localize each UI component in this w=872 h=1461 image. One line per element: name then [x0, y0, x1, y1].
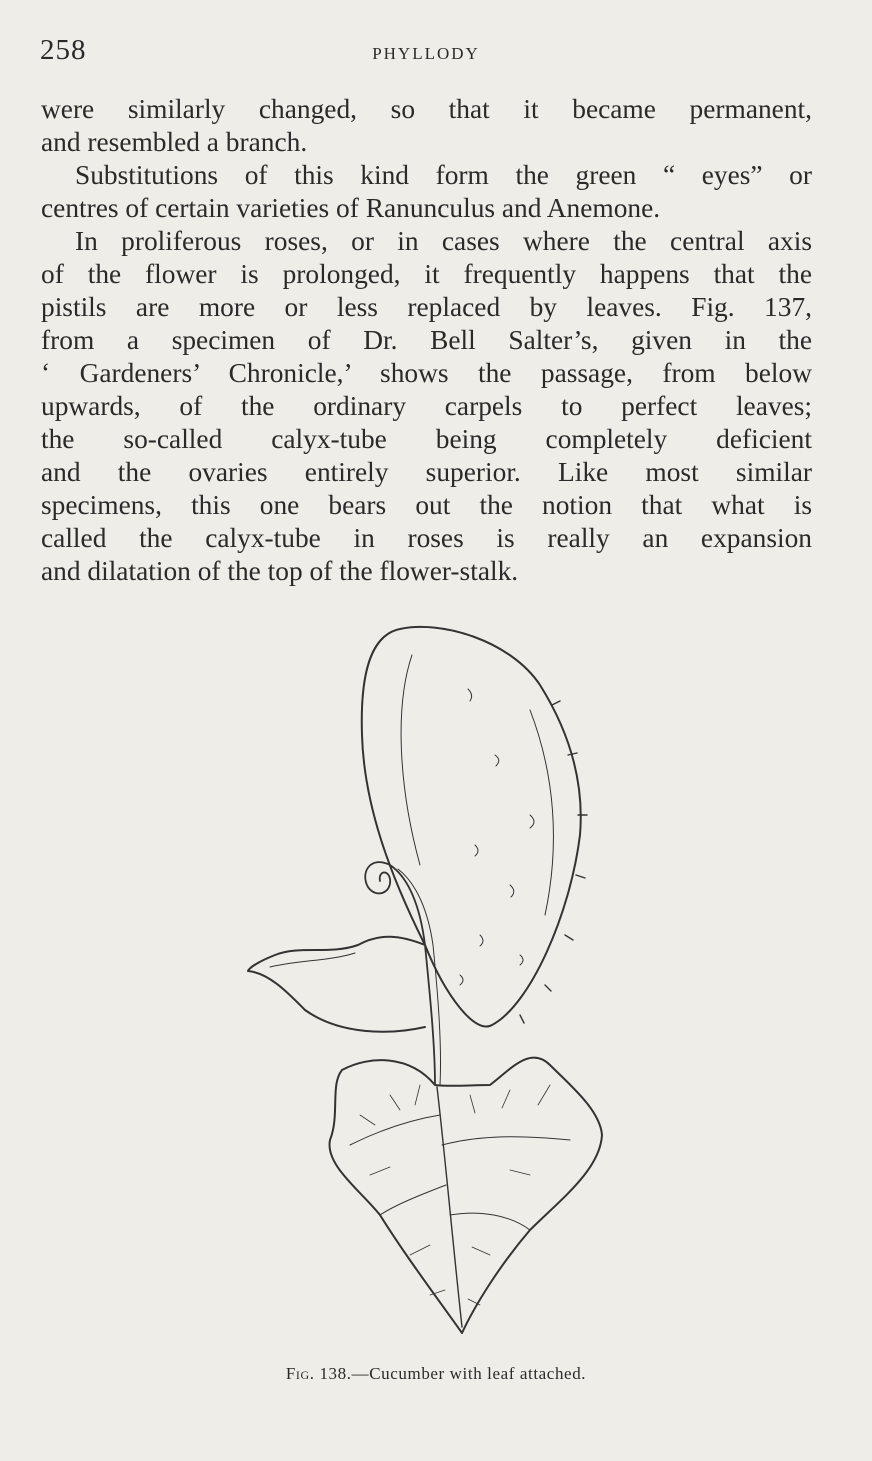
paragraph-3: [41, 225, 812, 588]
running-head: PHYLLODY: [372, 44, 480, 63]
text-line: Substitutions of this kind form the green “ eyes” or: [75, 160, 812, 190]
body-text: [41, 93, 812, 588]
caption-label: Fig. 138.: [285, 1364, 352, 1383]
cucumber-fruit: [362, 627, 581, 1027]
text-line: centres of certain varieties of Ranunculus and Anemone.: [41, 193, 661, 223]
figure-caption: [0, 1364, 872, 1384]
text-line: called the calyx-tube in roses is really an expansion: [41, 523, 812, 553]
appendage: [248, 937, 425, 1032]
text-line: from a specimen of Dr. Bell Salter’s, given in the: [41, 325, 812, 355]
tendril: [365, 862, 435, 1085]
text-line: were similarly changed, so that it became permanent,: [41, 94, 812, 124]
text-line: and the ovaries entirely superior. Like most similar: [41, 457, 812, 487]
caption-text: —Cucumber with leaf attached.: [351, 1364, 587, 1383]
text-line: specimens, this one bears out the notion that what is: [41, 490, 812, 520]
leaf: [330, 1058, 602, 1333]
text-line: and resembled a branch.: [41, 127, 308, 157]
cucumber-illustration: [230, 615, 630, 1345]
text-line: the so-called calyx-tube being completely deficient: [41, 424, 812, 454]
paragraph-1: [41, 93, 812, 159]
text-line: ‘ Gardeners’ Chronicle,’ shows the passage, from below: [41, 358, 812, 388]
paragraph-2: [41, 159, 812, 225]
text-line: upwards, of the ordinary carpels to perfect leaves;: [41, 391, 812, 421]
page-number: 258: [40, 34, 87, 66]
page-header: [40, 34, 812, 74]
text-line: In proliferous roses, or in cases where the central axis: [75, 226, 812, 256]
text-line: and dilatation of the top of the flower-stalk.: [41, 556, 519, 586]
text-line: of the flower is prolonged, it frequently happens that the: [41, 259, 812, 289]
text-line: pistils are more or less replaced by leaves. Fig. 137,: [41, 292, 812, 322]
